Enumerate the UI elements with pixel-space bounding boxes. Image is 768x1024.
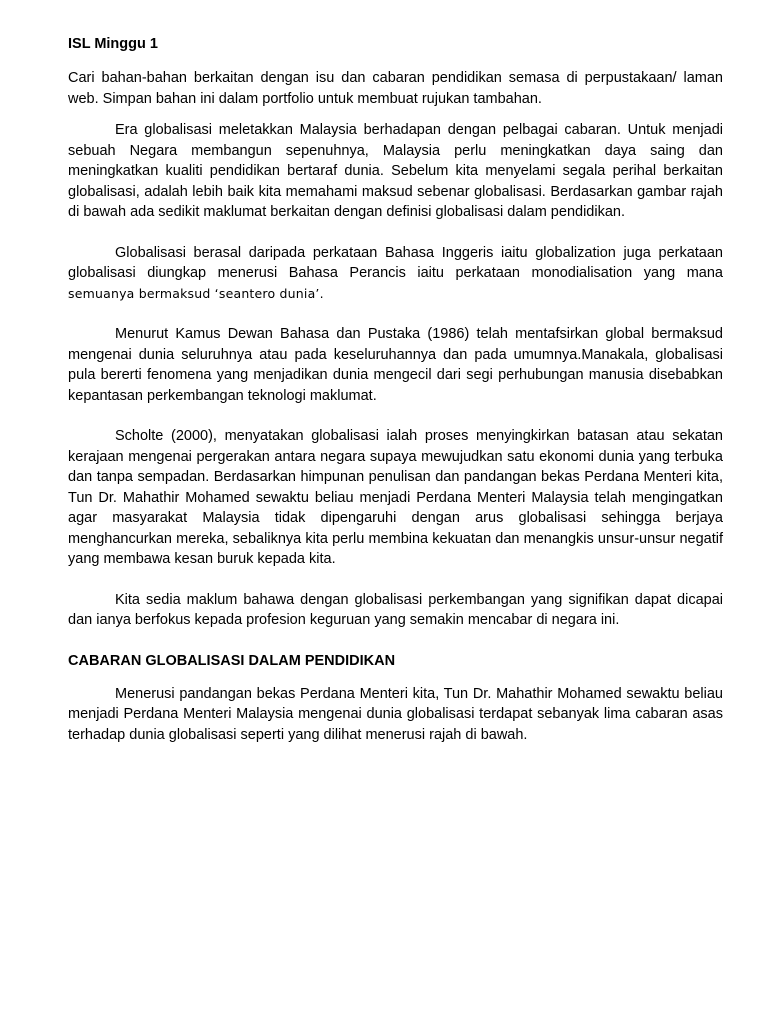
paragraph-asal-tail: semuanya bermaksud ‘seantero dunia’.	[68, 285, 324, 301]
document-title: ISL Minggu 1	[68, 36, 158, 52]
document-page	[68, 34, 723, 745]
paragraph-scholte: Scholte (2000), menyatakan globalisasi ialah proses menyingkirkan batasan atau sekatan kerajaan mengenai pergerakan antara negara supaya mewujudkan satu ekonomi dunia yang terbuka dan tanpa sempadan. Berdasarkan himpunan penulisan dan pandangan bekas Perdana Menteri kita, Tun Dr. Mahathir Mohamed sewaktu beliau menjadi Perdana Menteri Malaysia telah mengingatkan agar masyarakat Malaysia tidak dipengaruhi dengan arus globalisasi sehingga berjaya menghancurkan mereka, sebaliknya kita perlu membina kekuatan dan menangkis unsur-unsur negatif yang membawa kesan buruk kepada kita.	[68, 428, 723, 567]
intro-paragraph: Cari bahan-bahan berkaitan dengan isu dan cabaran pendidikan semasa di perpustakaan/ laman web. Simpan bahan ini dalam portfolio untuk membuat rujukan tambahan.	[68, 70, 723, 107]
paragraph-asal-globalisasi	[68, 243, 723, 305]
paragraph-asal-text: Globalisasi berasal daripada perkataan Bahasa Inggeris iaitu globalization juga perkataan globalisasi diungkap menerusi Bahasa Perancis iaitu perkataan monodialisation yang mana	[68, 244, 723, 281]
section-title: CABARAN GLOBALISASI DALAM PENDIDIKAN	[68, 652, 396, 669]
paragraph-kita-sedia-maklum: Kita sedia maklum bahawa dengan globalisasi perkembangan yang signifikan dapat dicapai dan ianya berfokus kepada profesion keguruan yang semakin mencabar di negara ini.	[68, 591, 723, 628]
paragraph-kamus-dewan: Menurut Kamus Dewan Bahasa dan Pustaka (1986) telah mentafsirkan global bermaksud mengenai dunia seluruhnya atau pada keseluruhannya dan pada umumnya.Manakala, globalisasi pula bererti fenomena yang menjadikan dunia mengecil dari segi perhubungan manusia disebabkan kepantasan perkembangan teknologi maklumat.	[68, 326, 723, 404]
section-paragraph: Menerusi pandangan bekas Perdana Menteri kita, Tun Dr. Mahathir Mohamed sewaktu beliau menjadi Perdana Menteri Malaysia mengenai dunia globalisasi terdapat sebanyak lima cabaran asas terhadap dunia globalisasi seperti yang dilihat menerusi rajah di bawah.	[68, 685, 723, 743]
paragraph-era-globalisasi: Era globalisasi meletakkan Malaysia berhadapan dengan pelbagai cabaran. Untuk menjadi sebuah Negara membangun sepenuhnya, Malaysia perlu meningkatkan daya saing dan meningkatkan kualiti pendidikan bertaraf dunia. Sebelum kita menyelami segala perihal berkaitan globalisasi, adalah lebih baik kita memahami maksud sebenar globalisasi. Berdasarkan gambar rajah di bawah ada sedikit maklumat berkaitan dengan definisi globalisasi dalam pendidikan.	[68, 122, 723, 220]
